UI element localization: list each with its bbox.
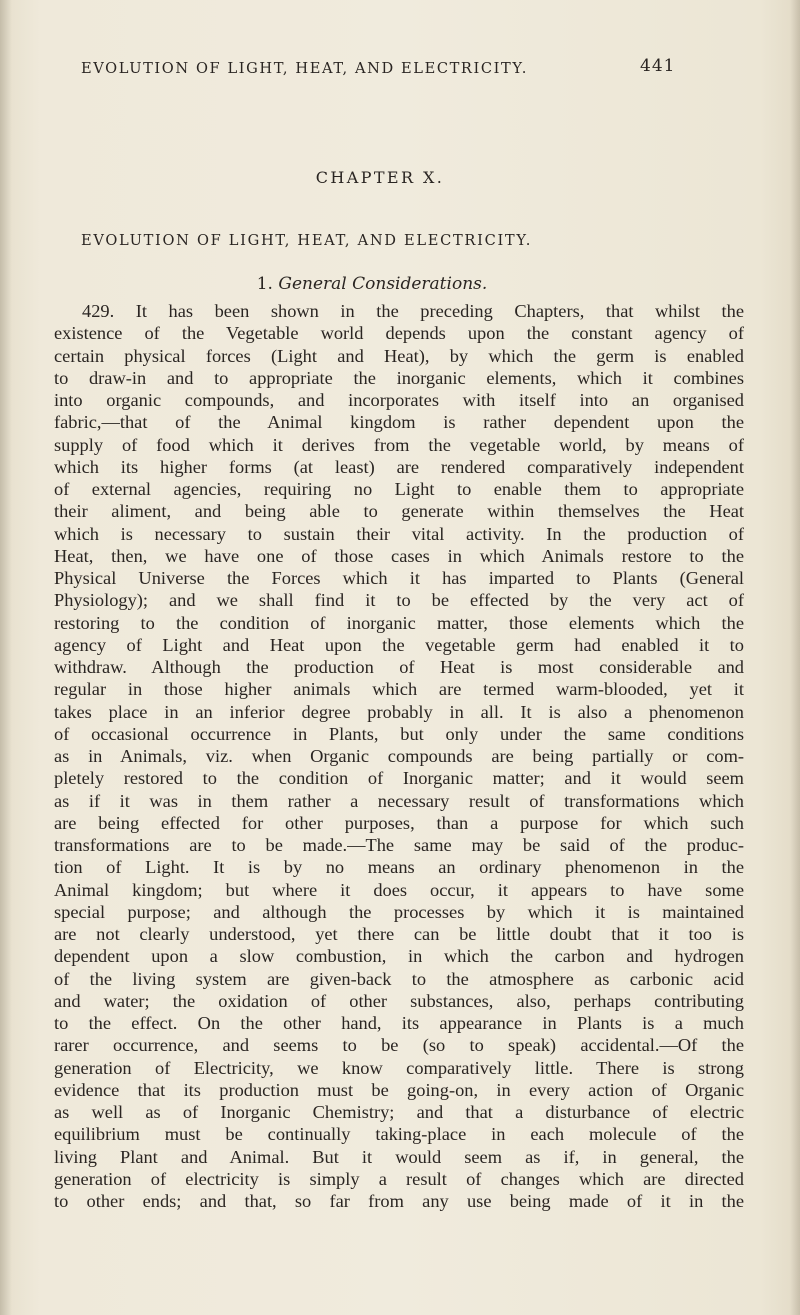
text-line: takes place in an inferior degree probably in all. It is also a phenomenon (54, 701, 744, 722)
text-line: into organic compounds, and incorporates with itself into an organised (54, 390, 744, 410)
text-line: which is necessary to sustain their vital activity. In the production of (54, 523, 744, 544)
text-line: transformations are to be made.—The same may be said of the produc- (54, 835, 744, 855)
text-line: as if it was in them rather a necessary result of transformations which (54, 790, 744, 811)
text-line: evidence that its production must be going-on, in every action of Organic (54, 1079, 744, 1100)
text-line: regular in those higher animals which are termed warm-blooded, yet it (54, 679, 744, 700)
page-number: 441 (640, 56, 676, 76)
text-line: their aliment, and being able to generate within themselves the Heat (54, 501, 744, 522)
text-line: equilibrium must be continually taking-place in each molecule of the (54, 1124, 744, 1145)
text-line: Animal kingdom; but where it does occur, it appears to have some (54, 879, 744, 900)
chapter-subtitle: EVOLUTION OF LIGHT, HEAT, AND ELECTRICITY. (81, 232, 533, 249)
text-line: which its higher forms (at least) are rendered comparatively independent (54, 456, 744, 477)
page-shadow-left (0, 0, 12, 1315)
section-title: General Considerations. (278, 274, 488, 294)
chapter-title: CHAPTER X. (315, 168, 445, 187)
text-line: Physical Universe the Forces which it has imparted to Plants (General (54, 568, 744, 588)
text-line: and water; the oxidation of other substances, also, perhaps contributing (54, 990, 744, 1011)
text-line: agency of Light and Heat upon the vegetable germ had enabled it to (54, 634, 744, 655)
text-line: to the effect. On the other hand, its appearance in Plants is a much (54, 1013, 744, 1033)
text-line: of occasional occurrence in Plants, but only under the same conditions (54, 723, 744, 744)
text-line: are not clearly understood, yet there can be little doubt that it too is (54, 924, 744, 944)
text-line: as in Animals, viz. when Organic compounds are being partially or com- (54, 746, 744, 766)
text-line: restoring to the condition of inorganic matter, those elements which the (54, 612, 744, 633)
running-head: EVOLUTION OF LIGHT, HEAT, AND ELECTRICITY. (81, 60, 528, 77)
text-line: of external agencies, requiring no Light to enable them to appropriate (54, 479, 744, 499)
text-line: withdraw. Although the production of Heat is most considerable and (54, 657, 744, 677)
text-line: living Plant and Animal. But it would seem as if, in general, the (54, 1146, 744, 1167)
body-text (54, 300, 744, 1212)
section-heading (0, 274, 744, 294)
text-line: 429. It has been shown in the preceding Chapters, that whilst the (82, 301, 744, 321)
text-line: supply of food which it derives from the vegetable world, by means of (54, 434, 744, 455)
text-line: pletely restored to the condition of Inorganic matter; and it would seem (54, 768, 744, 789)
section-number: 1. (256, 274, 273, 294)
text-line: Physiology); and we shall find it to be effected by the very act of (54, 590, 744, 611)
text-line: generation of electricity is simply a result of changes which are directed (54, 1168, 744, 1189)
text-line: special purpose; and although the processes by which it is maintained (54, 901, 744, 922)
text-line: tion of Light. It is by no means an ordinary phenomenon in the (54, 857, 744, 878)
text-line: rarer occurrence, and seems to be (so to speak) accidental.—Of the (54, 1035, 744, 1056)
text-line: of the living system are given-back to the atmosphere as carbonic acid (54, 968, 744, 989)
text-line: certain physical forces (Light and Heat), by which the germ is enabled (54, 345, 744, 366)
text-line: are being effected for other purposes, than a purpose for which such (54, 812, 744, 833)
text-line: Heat, then, we have one of those cases in which Animals restore to the (54, 545, 744, 566)
text-line: existence of the Vegetable world depends upon the constant agency of (54, 323, 744, 344)
text-line: generation of Electricity, we know comparatively little. There is strong (54, 1057, 744, 1078)
text-line: as well as of Inorganic Chemistry; and that a disturbance of electric (54, 1102, 744, 1122)
page-shadow-right (790, 0, 800, 1315)
text-line: to other ends; and that, so far from any use being made of it in the (54, 1191, 744, 1211)
text-line: to draw-in and to appropriate the inorganic elements, which it combines (54, 367, 744, 388)
text-line: dependent upon a slow combustion, in which the carbon and hydrogen (54, 946, 744, 967)
text-line: fabric,—that of the Animal kingdom is rather dependent upon the (54, 412, 744, 433)
